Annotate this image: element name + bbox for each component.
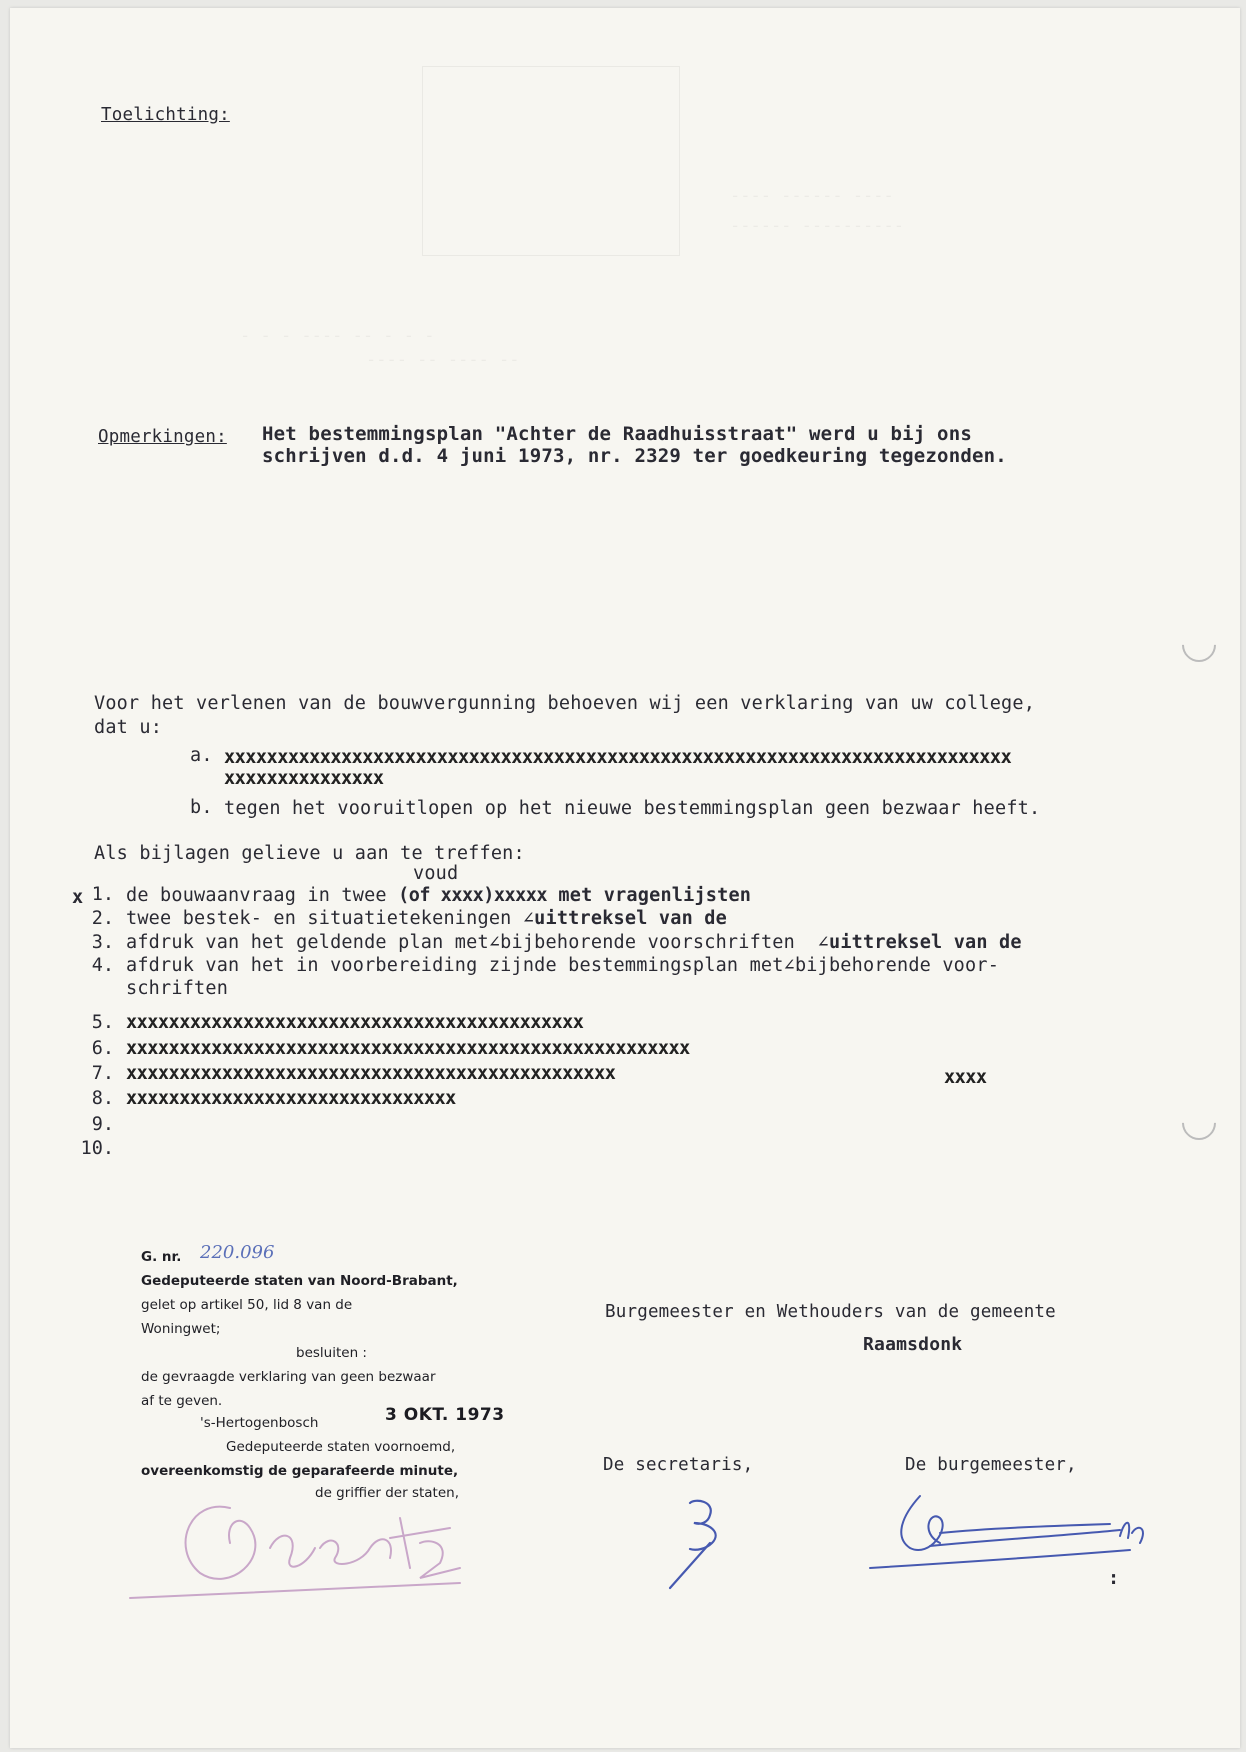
mayor-signature-image [870, 1488, 1170, 1578]
request-item-a-struck-2: xxxxxxxxxxxxxxx [224, 768, 384, 789]
stamp-line-4: besluiten : [296, 1345, 367, 1361]
griffier-signature-image [130, 1488, 490, 1608]
bleed-through-text [366, 350, 520, 370]
attachment-check-mark: x [72, 887, 84, 908]
attachment-number: 2. [91, 908, 114, 929]
stamp-line-2: gelet op artikel 50, lid 8 van de [141, 1297, 353, 1313]
request-item-b-text: tegen het vooruitlopen op het nieuwe bestemmingsplan geen bezwaar heeft. [224, 798, 1041, 819]
attachment-5-struck: xxxxxxxxxxxxxxxxxxxxxxxxxxxxxxxxxxxxxxxxxxx [126, 1012, 584, 1033]
secretary-label: De secretaris, [603, 1455, 754, 1475]
stamp-line-5: de gevraagde verklaring van geen bezwaar [141, 1369, 436, 1385]
attachment-7-struck: xxxxxxxxxxxxxxxxxxxxxxxxxxxxxxxxxxxxxxxxxxxxxx [126, 1063, 616, 1084]
punch-hole-lower [1175, 1099, 1223, 1147]
attachment-number: 6. [91, 1038, 114, 1059]
attachment-4-text: afdruk van het in voorbereiding zijnde bestemmingsplan met∠bijbehorende voor- [126, 955, 1000, 976]
attachment-4-continued: schriften [126, 978, 229, 999]
opmerkingen-line-1: Het bestemmingsplan "Achter de Raadhuisstraat" werd u bij ons [262, 423, 972, 445]
stamp-line-9: overeenkomstig de geparafeerde minute, [141, 1463, 459, 1479]
bleed-through-text [730, 216, 904, 236]
stamp-g-nr-value: 220.096 [200, 1242, 275, 1263]
attachment-side-struck: xxxx [944, 1067, 987, 1088]
stamp-line-8: Gedeputeerde staten voornoemd, [226, 1439, 456, 1455]
request-line-1: Voor het verlenen van de bouwvergunning behoeven wij een verklaring van uw college, [94, 693, 1036, 714]
request-item-a-letter: a. [190, 745, 213, 766]
punch-hole-upper [1175, 621, 1223, 669]
attachment-2-text: twee bestek- en situatietekeningen ∠uittreksel van de [126, 908, 727, 929]
attachment-8-struck: xxxxxxxxxxxxxxxxxxxxxxxxxxxxxxx [126, 1088, 456, 1109]
attachment-number: 1. [91, 884, 114, 905]
bleed-through-text [730, 186, 894, 206]
attachment-3-text: afdruk van het geldende plan met∠bijbehorende voorschriften ∠uittreksel van de [126, 932, 1022, 953]
stamp-line-7-place: 's-Hertogenbosch [200, 1415, 319, 1431]
attachment-number: 7. [91, 1063, 114, 1084]
document-page [10, 8, 1240, 1748]
attachment-number: 10. [80, 1138, 114, 1159]
attachment-number: 9. [91, 1114, 114, 1135]
attachments-intro: Als bijlagen gelieve u aan te treffen: [94, 843, 525, 864]
opmerkingen-label: Opmerkingen: [98, 427, 227, 447]
stamp-line-10: de griffier der staten, [315, 1485, 459, 1501]
attachment-number: 4. [91, 955, 114, 976]
toelichting-heading: Toelichting: [101, 105, 230, 125]
stamp-line-1: Gedeputeerde staten van Noord-Brabant, [141, 1273, 458, 1289]
request-item-b-letter: b. [190, 797, 213, 818]
request-line-2: dat u: [94, 717, 163, 738]
attachment-6-struck: xxxxxxxxxxxxxxxxxxxxxxxxxxxxxxxxxxxxxxxxxxxxxxxxxxxxx [126, 1038, 690, 1059]
stamp-line-3: Woningwet; [141, 1321, 221, 1337]
stamp-date: 3 OKT. 1973 [385, 1405, 505, 1425]
opmerkingen-line-2: schrijven d.d. 4 juni 1973, nr. 2329 ter goedkeuring tegezonden. [262, 445, 1007, 467]
secretary-signature-image [660, 1493, 770, 1593]
stamp-g-nr-label: G. nr. [141, 1249, 182, 1265]
request-item-a-struck-1: xxxxxxxxxxxxxxxxxxxxxxxxxxxxxxxxxxxxxxxxxxxxxxxxxxxxxxxxxxxxxxxxxxxxxxxxxx [224, 747, 1012, 768]
attachments-insert-voud: voud [413, 863, 459, 884]
stray-mark: : [1108, 1568, 1120, 1589]
attachment-number: 5. [91, 1012, 114, 1033]
bleed-through-text [240, 326, 434, 346]
attachment-number: 3. [91, 932, 114, 953]
stamp-line-6: af te geven. [141, 1393, 223, 1409]
attachment-1-text: de bouwaanvraag in twee (of xxxx)xxxxx met vragenlijsten [126, 885, 752, 906]
signoff-line-1: Burgemeester en Wethouders van de gemeente [605, 1302, 1056, 1322]
attachment-number: 8. [91, 1088, 114, 1109]
signoff-municipality: Raamsdonk [863, 1334, 963, 1355]
mayor-label: De burgemeester, [905, 1455, 1077, 1475]
bleed-through-box [422, 66, 680, 256]
